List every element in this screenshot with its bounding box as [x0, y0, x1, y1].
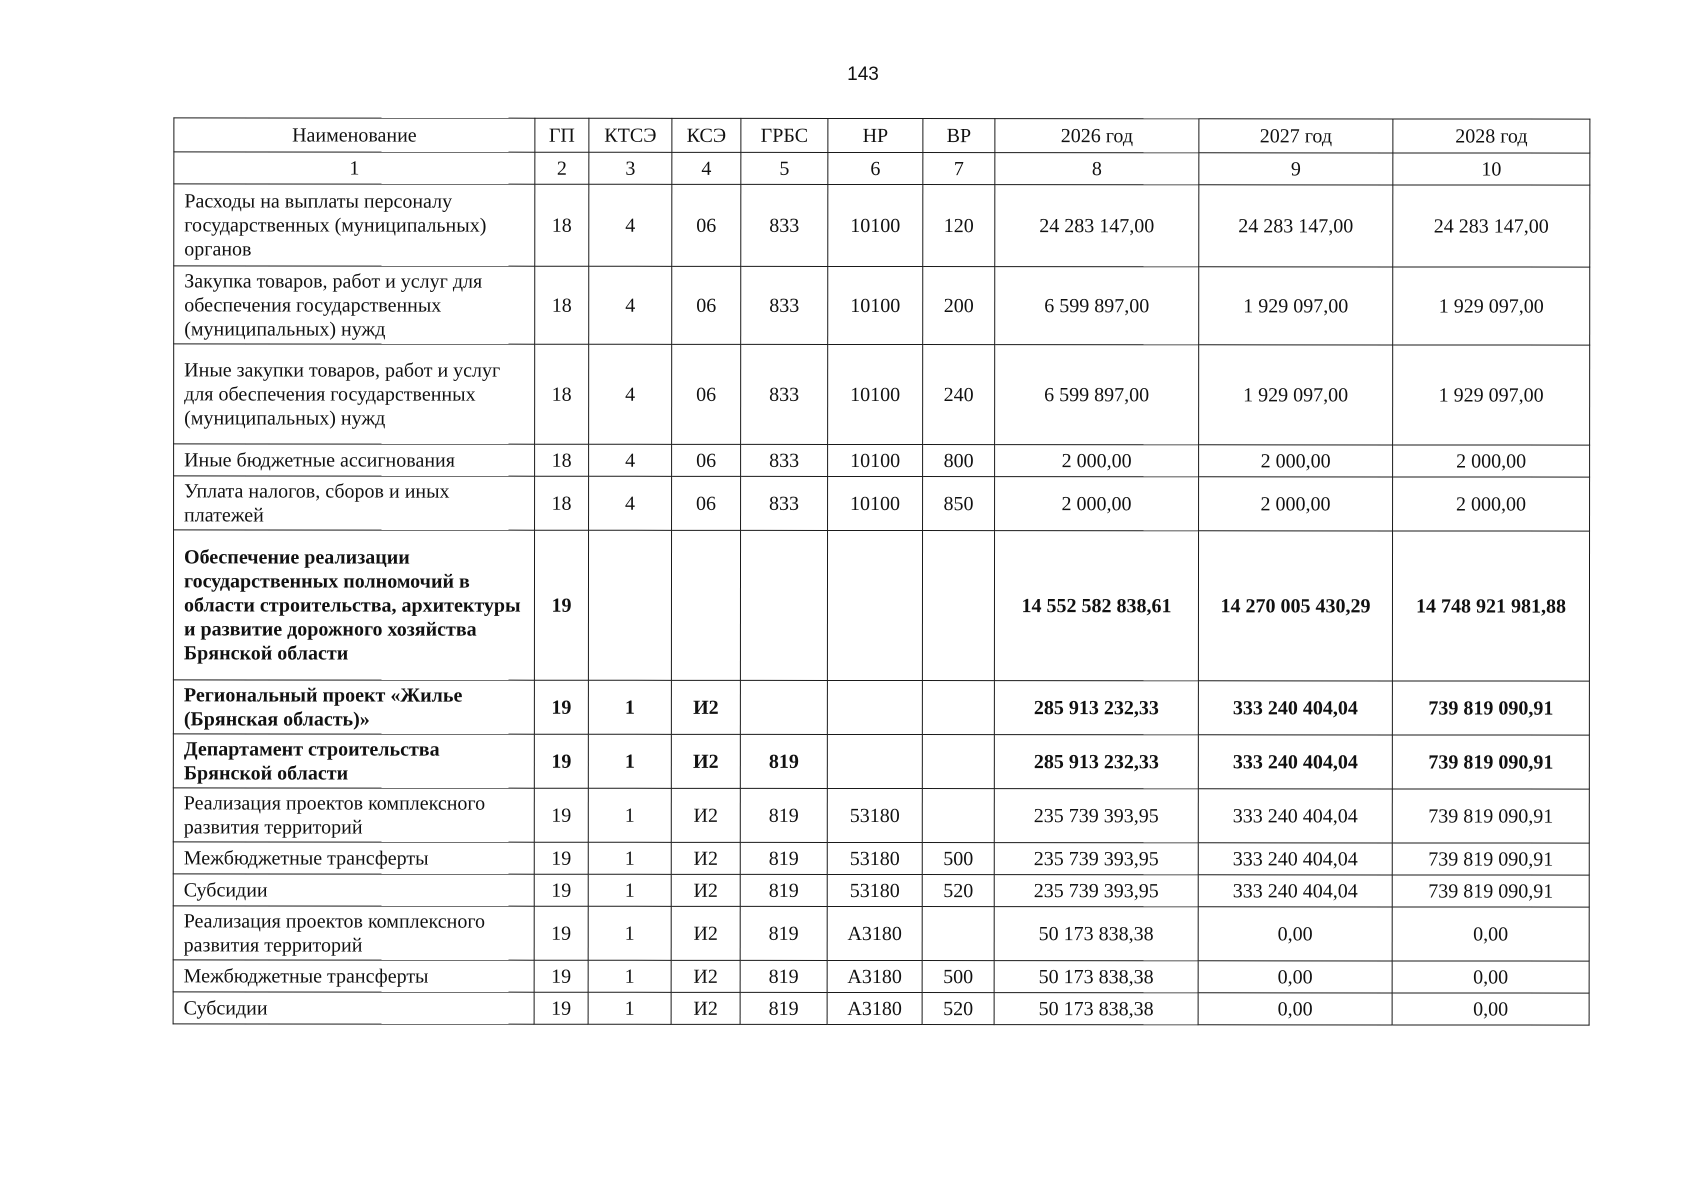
- col-header-ktse: КТСЭ: [589, 118, 672, 152]
- nr-cell: А3180: [827, 960, 922, 992]
- amount-2028: 739 819 090,91: [1392, 843, 1589, 875]
- column-index-row: [174, 152, 1590, 185]
- grbs-cell: 819: [740, 874, 827, 906]
- amount-2027: 2 000,00: [1199, 477, 1393, 531]
- amount-2026: 235 739 393,95: [994, 789, 1198, 843]
- nr-cell: 10100: [828, 266, 923, 344]
- col-header-name: Наименование: [174, 118, 535, 152]
- kse-cell: 06: [672, 184, 741, 266]
- amount-2026: 2 000,00: [995, 445, 1199, 477]
- amount-2027: 1 929 097,00: [1199, 267, 1393, 345]
- gp-cell: 19: [534, 530, 588, 680]
- gp-cell: 18: [535, 184, 589, 266]
- amount-2027: 2 000,00: [1199, 445, 1393, 477]
- gp-cell: 18: [535, 444, 589, 476]
- table-row: [173, 734, 1589, 789]
- amount-2027: 333 240 404,04: [1198, 681, 1392, 735]
- ktse-cell: 1: [588, 906, 671, 960]
- amount-2026: 235 739 393,95: [994, 843, 1198, 875]
- vr-cell: 500: [922, 843, 994, 875]
- table-row: [174, 184, 1590, 267]
- amount-2028: 0,00: [1392, 993, 1589, 1025]
- page-number: 143: [847, 64, 879, 85]
- amount-2027: 14 270 005 430,29: [1198, 531, 1392, 681]
- gp-cell: 19: [534, 842, 588, 874]
- ktse-cell: 1: [588, 842, 671, 874]
- nr-cell: [827, 530, 922, 680]
- col-header-2027: 2027 год: [1199, 119, 1393, 153]
- ktse-cell: 1: [588, 960, 671, 992]
- grbs-cell: 819: [740, 992, 827, 1024]
- grbs-cell: 833: [741, 344, 828, 444]
- vr-cell: [922, 531, 994, 681]
- vr-cell: 120: [923, 185, 995, 267]
- amount-2026: 285 913 232,33: [994, 735, 1198, 789]
- row-name: Департамент строительства Брянской области: [173, 734, 534, 788]
- ktse-cell: 4: [589, 266, 672, 344]
- column-index: 4: [672, 152, 741, 184]
- amount-2028: 24 283 147,00: [1393, 185, 1590, 267]
- vr-cell: [922, 789, 994, 843]
- nr-cell: 10100: [828, 444, 923, 476]
- vr-cell: [922, 681, 994, 735]
- nr-cell: 53180: [827, 874, 922, 906]
- vr-cell: 850: [923, 477, 995, 531]
- amount-2026: 6 599 897,00: [995, 267, 1199, 345]
- grbs-cell: 819: [740, 842, 827, 874]
- column-index: 9: [1199, 153, 1393, 185]
- amount-2027: 0,00: [1198, 993, 1392, 1025]
- row-name: Уплата налогов, сборов и иных платежей: [174, 476, 535, 530]
- amount-2027: 0,00: [1198, 907, 1392, 961]
- ktse-cell: 1: [588, 680, 671, 734]
- amount-2026: 2 000,00: [995, 477, 1199, 531]
- grbs-cell: [740, 530, 827, 680]
- table-row: [174, 476, 1590, 531]
- gp-cell: 19: [534, 680, 588, 734]
- col-header-gp: ГП: [535, 118, 589, 152]
- column-index: 8: [995, 153, 1199, 185]
- vr-cell: 240: [923, 345, 995, 445]
- grbs-cell: 819: [740, 960, 827, 992]
- table-row: [173, 992, 1589, 1025]
- amount-2026: 24 283 147,00: [995, 185, 1199, 267]
- col-header-2028: 2028 год: [1393, 119, 1590, 153]
- col-header-vr: ВР: [923, 119, 995, 153]
- kse-cell: И2: [671, 842, 740, 874]
- amount-2026: 6 599 897,00: [995, 345, 1199, 445]
- amount-2028: 0,00: [1392, 907, 1589, 961]
- table-row: [173, 530, 1589, 681]
- gp-cell: 19: [534, 874, 588, 906]
- gp-cell: 19: [534, 992, 588, 1024]
- header-row: [174, 118, 1590, 153]
- nr-cell: 10100: [828, 184, 923, 266]
- gp-cell: 18: [535, 266, 589, 344]
- ktse-cell: [588, 530, 671, 680]
- gp-cell: 19: [534, 788, 588, 842]
- ktse-cell: 1: [588, 788, 671, 842]
- amount-2028: 1 929 097,00: [1393, 267, 1590, 345]
- ktse-cell: 1: [588, 874, 671, 906]
- kse-cell: [671, 530, 740, 680]
- amount-2027: 333 240 404,04: [1198, 875, 1392, 907]
- amount-2027: 333 240 404,04: [1198, 735, 1392, 789]
- amount-2026: 14 552 582 838,61: [994, 531, 1198, 681]
- grbs-cell: 833: [741, 444, 828, 476]
- column-index: 7: [923, 153, 995, 185]
- row-name: Реализация проектов комплексного развития территорий: [173, 906, 534, 960]
- column-index: 1: [174, 152, 535, 184]
- col-header-nr: НР: [828, 118, 923, 152]
- kse-cell: И2: [671, 960, 740, 992]
- vr-cell: 500: [922, 961, 994, 993]
- grbs-cell: 819: [740, 788, 827, 842]
- amount-2028: 739 819 090,91: [1392, 875, 1589, 907]
- row-name: Расходы на выплаты персоналу государственных (муниципальных) органов: [174, 184, 535, 266]
- table-body: [173, 184, 1590, 1025]
- gp-cell: 18: [535, 476, 589, 530]
- amount-2028: 739 819 090,91: [1392, 735, 1589, 789]
- column-index: 5: [741, 152, 828, 184]
- row-name: Иные бюджетные ассигнования: [174, 444, 535, 476]
- amount-2027: 24 283 147,00: [1199, 185, 1393, 267]
- row-name: Межбюджетные трансферты: [173, 842, 534, 874]
- grbs-cell: 819: [740, 734, 827, 788]
- kse-cell: И2: [671, 788, 740, 842]
- table-row: [174, 444, 1590, 477]
- nr-cell: 10100: [828, 344, 923, 444]
- gp-cell: 19: [534, 960, 588, 992]
- row-name: Межбюджетные трансферты: [173, 960, 534, 992]
- column-index: 3: [589, 152, 672, 184]
- table-row: [173, 680, 1589, 735]
- gp-cell: 18: [535, 344, 589, 444]
- row-name: Иные закупки товаров, работ и услуг для обеспечения государственных (муниципальных) нужд: [174, 344, 535, 444]
- table-row: [174, 344, 1590, 445]
- kse-cell: И2: [671, 906, 740, 960]
- column-index: 2: [535, 152, 589, 184]
- row-name: Обеспечение реализации государственных полномочий в области строительства, архитектуры и развитие дорожного хозяйства Брянской области: [173, 530, 534, 680]
- table-row: [173, 842, 1589, 875]
- grbs-cell: 833: [741, 184, 828, 266]
- col-header-2026: 2026 год: [995, 119, 1199, 153]
- nr-cell: А3180: [827, 906, 922, 960]
- vr-cell: 200: [923, 267, 995, 345]
- kse-cell: 06: [672, 476, 741, 530]
- amount-2026: 285 913 232,33: [994, 681, 1198, 735]
- kse-cell: И2: [671, 874, 740, 906]
- amount-2028: 2 000,00: [1393, 445, 1590, 477]
- gp-cell: 19: [534, 734, 588, 788]
- kse-cell: И2: [671, 680, 740, 734]
- ktse-cell: 4: [589, 476, 672, 530]
- column-index: 6: [828, 152, 923, 184]
- table-row: [173, 874, 1589, 907]
- amount-2027: 0,00: [1198, 961, 1392, 993]
- ktse-cell: 1: [588, 734, 671, 788]
- gp-cell: 19: [534, 906, 588, 960]
- row-name: Реализация проектов комплексного развития территорий: [173, 788, 534, 842]
- vr-cell: [922, 907, 994, 961]
- kse-cell: 06: [672, 444, 741, 476]
- row-name: Субсидии: [173, 992, 534, 1024]
- vr-cell: 520: [922, 993, 994, 1025]
- grbs-cell: 833: [741, 476, 828, 530]
- ktse-cell: 1: [588, 992, 671, 1024]
- amount-2028: 739 819 090,91: [1392, 681, 1589, 735]
- kse-cell: И2: [671, 734, 740, 788]
- grbs-cell: 819: [740, 906, 827, 960]
- nr-cell: [827, 734, 922, 788]
- amount-2027: 333 240 404,04: [1198, 843, 1392, 875]
- column-index: 10: [1393, 153, 1590, 185]
- amount-2026: 50 173 838,38: [994, 961, 1198, 993]
- nr-cell: [827, 680, 922, 734]
- nr-cell: 10100: [828, 476, 923, 530]
- amount-2028: 739 819 090,91: [1392, 789, 1589, 843]
- amount-2028: 1 929 097,00: [1393, 345, 1590, 445]
- grbs-cell: [740, 680, 827, 734]
- ktse-cell: 4: [589, 444, 672, 476]
- nr-cell: А3180: [827, 992, 922, 1024]
- table-row: [174, 266, 1590, 345]
- amount-2026: 50 173 838,38: [994, 993, 1198, 1025]
- row-name: Субсидии: [173, 874, 534, 906]
- amount-2028: 2 000,00: [1393, 477, 1590, 531]
- amount-2028: 14 748 921 981,88: [1392, 531, 1589, 681]
- nr-cell: 53180: [827, 842, 922, 874]
- amount-2026: 50 173 838,38: [994, 907, 1198, 961]
- vr-cell: [922, 735, 994, 789]
- col-header-kse: КСЭ: [672, 118, 741, 152]
- ktse-cell: 4: [589, 344, 672, 444]
- table-row: [173, 906, 1589, 961]
- amount-2026: 235 739 393,95: [994, 875, 1198, 907]
- amount-2028: 0,00: [1392, 961, 1589, 993]
- table-row: [173, 960, 1589, 993]
- table-row: [173, 788, 1589, 843]
- kse-cell: И2: [671, 992, 740, 1024]
- row-name: Закупка товаров, работ и услуг для обеспечения государственных (муниципальных) нужд: [174, 266, 535, 344]
- nr-cell: 53180: [827, 788, 922, 842]
- amount-2027: 1 929 097,00: [1199, 345, 1393, 445]
- row-name: Региональный проект «Жилье (Брянская область)»: [173, 680, 534, 734]
- vr-cell: 800: [923, 445, 995, 477]
- kse-cell: 06: [672, 266, 741, 344]
- col-header-grbs: ГРБС: [741, 118, 828, 152]
- ktse-cell: 4: [589, 184, 672, 266]
- budget-table: [173, 117, 1591, 1025]
- kse-cell: 06: [672, 344, 741, 444]
- amount-2027: 333 240 404,04: [1198, 789, 1392, 843]
- grbs-cell: 833: [741, 266, 828, 344]
- vr-cell: 520: [922, 875, 994, 907]
